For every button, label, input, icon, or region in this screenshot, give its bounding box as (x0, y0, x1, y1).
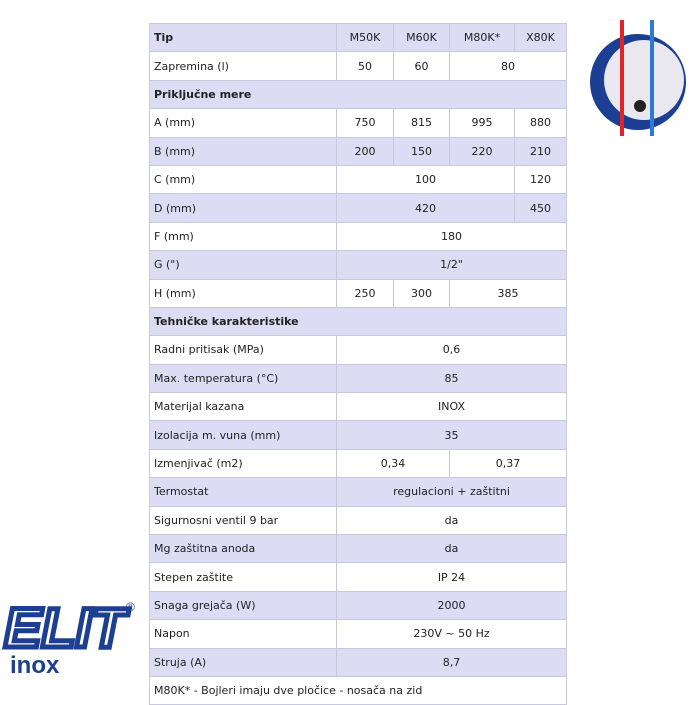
row-label: B (mm) (150, 137, 337, 165)
cell-value: da (337, 535, 567, 563)
cell-value: 995 (450, 109, 515, 137)
model-m80k: M80K* (450, 24, 515, 52)
footnote: M80K* - Bojleri imaju dve pločice - nosača na zid (150, 676, 567, 704)
cell-value: 210 (515, 137, 567, 165)
table-row (150, 535, 567, 563)
water-heater-icon (588, 20, 688, 140)
tip-label: Tip (150, 24, 337, 52)
table-row (150, 222, 567, 250)
table-row (150, 137, 567, 165)
row-label: Mg zaštitna anoda (150, 535, 337, 563)
cell-value: 815 (394, 109, 450, 137)
row-label: Sigurnosni ventil 9 bar (150, 506, 337, 534)
row-label: F (mm) (150, 222, 337, 250)
row-label: Struja (A) (150, 648, 337, 676)
cell-value: 250 (337, 279, 394, 307)
row-label: Radni pritisak (MPa) (150, 336, 337, 364)
cell-value: 0,34 (337, 449, 450, 477)
model-m60k: M60K (394, 24, 450, 52)
cell-value: 300 (394, 279, 450, 307)
table-row (150, 620, 567, 648)
cell-value: 85 (337, 364, 567, 392)
row-label: A (mm) (150, 109, 337, 137)
row-label: Max. temperatura (°C) (150, 364, 337, 392)
row-label: Napon (150, 620, 337, 648)
cell-value: 50 (337, 52, 394, 80)
table-row (150, 421, 567, 449)
table-row (150, 563, 567, 591)
cell-value: 80 (450, 52, 567, 80)
cell-value: 220 (450, 137, 515, 165)
logo-elit-text: ELIT (4, 597, 126, 659)
table-row (150, 109, 567, 137)
table-row (150, 506, 567, 534)
row-label: D (mm) (150, 194, 337, 222)
cold-pipe (650, 20, 654, 136)
heater-knob (634, 100, 646, 112)
cell-value: 180 (337, 222, 567, 250)
cell-value: 880 (515, 109, 567, 137)
cell-value: 0,6 (337, 336, 567, 364)
row-label: G (") (150, 251, 337, 279)
cell-value: 150 (394, 137, 450, 165)
model-x80k: X80K (515, 24, 567, 52)
section-title: Priključne mere (150, 80, 567, 108)
section-title: Tehničke karakteristike (150, 307, 567, 335)
table-row (150, 364, 567, 392)
cell-value: 385 (450, 279, 567, 307)
row-label: Materijal kazana (150, 393, 337, 421)
row-label: Zapremina (l) (150, 52, 337, 80)
table-row (150, 52, 567, 80)
table-row (150, 393, 567, 421)
section-header (150, 80, 567, 108)
cell-value: 100 (337, 165, 515, 193)
cell-value: 450 (515, 194, 567, 222)
row-label: H (mm) (150, 279, 337, 307)
row-label: Stepen zaštite (150, 563, 337, 591)
cell-value: 60 (394, 52, 450, 80)
footnote-row (150, 676, 567, 704)
cell-value: 8,7 (337, 648, 567, 676)
row-label: Termostat (150, 478, 337, 506)
table-row (150, 449, 567, 477)
hot-pipe (620, 20, 624, 136)
table-row (150, 194, 567, 222)
row-label: Izolacija m. vuna (mm) (150, 421, 337, 449)
table-row (150, 279, 567, 307)
cell-value: 2000 (337, 591, 567, 619)
cell-value: 750 (337, 109, 394, 137)
logo-inox-text: inox (10, 652, 60, 677)
table-row (150, 251, 567, 279)
registered-mark: ® (126, 600, 135, 614)
cell-value: 200 (337, 137, 394, 165)
cell-value: 1/2" (337, 251, 567, 279)
cell-value: IP 24 (337, 563, 567, 591)
table-row (150, 648, 567, 676)
cell-value: 230V ~ 50 Hz (337, 620, 567, 648)
cell-value: regulacioni + zaštitni (337, 478, 567, 506)
cell-value: INOX (337, 393, 567, 421)
cell-value: 420 (337, 194, 515, 222)
row-label: C (mm) (150, 165, 337, 193)
header-row (150, 24, 567, 52)
row-label: Snaga grejača (W) (150, 591, 337, 619)
table-row (150, 336, 567, 364)
cell-value: 120 (515, 165, 567, 193)
section-header (150, 307, 567, 335)
table-row (150, 478, 567, 506)
row-label: Izmenjivač (m2) (150, 449, 337, 477)
table-row (150, 165, 567, 193)
table-row (150, 591, 567, 619)
cell-value: 35 (337, 421, 567, 449)
spec-table (149, 23, 567, 705)
model-m50k: M50K (337, 24, 394, 52)
cell-value: da (337, 506, 567, 534)
cell-value: 0,37 (450, 449, 567, 477)
elit-logo (2, 597, 142, 677)
